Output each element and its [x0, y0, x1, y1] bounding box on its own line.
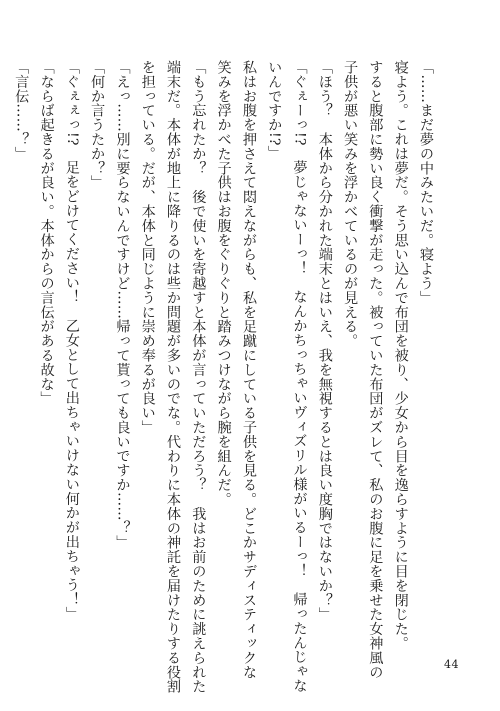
text-line: 「ほう？ 本体から分かれた端末とはいえ、我を無視するとは良い度胸ではないか？」: [316, 60, 333, 622]
text-line: を担っている。だが、本体と同じように崇め奉るが良い」: [139, 60, 156, 435]
text-line: 「ならば起きるが良い。本体からの言伝がある故な」: [38, 60, 55, 406]
page-number: 44: [444, 658, 459, 671]
text-line: 「ぐぇーっ!? 夢じゃないーっ！ なんかちっちゃいヴィズリル様がいるーっ！ 帰ったんじゃな: [291, 60, 308, 693]
text-line: 「もう忘れたか？ 後で使いを寄越すと本体が言っていただろう？ 我はお前のために誂えられた: [190, 60, 207, 694]
text-line: 私はお腹を押さえて悶えながらも、私を足蹴にしている子供を見る。どこかサディスティックな: [240, 60, 257, 680]
text-line: 子供が悪い笑みを浮かべているのが見える。: [342, 60, 359, 348]
text-line: すると腹部に勢い良く衝撃が走った。被っていた布団がズレて、私のお腹に足を乗せた女神風の: [367, 60, 384, 680]
text-line: 端末だ。本体が地上に降りるのは些か問題が多いのでな。代わりに本体の神託を届けたりする役割: [165, 60, 182, 694]
text-line: 「……まだ夢の中みたいだ。寝よう」: [418, 60, 434, 305]
text-line: 「ぐぇぇっ!? 足をどけてください！ 乙女として出ちゃいけない何かが出ちゃう！」: [63, 60, 80, 621]
text-line: 「何か言うたか？」: [89, 60, 106, 190]
text-line: 笑みを浮かべた子供はお腹をぐりぐりと踏みつけながら腕を組んだ。: [215, 60, 232, 507]
text-line: 「えっ……別に要らないんですけど……帰って貰っても良いですか……？」: [114, 60, 131, 550]
novel-text-block: [13, 60, 438, 694]
text-line: いんですか!?」: [266, 60, 283, 161]
text-line: 寝よう。これは夢だ。そう思い込んで布団を被り、少女から目を逸らすように目を閉じた。: [392, 60, 409, 651]
text-line: 「言伝……？」: [13, 60, 30, 161]
